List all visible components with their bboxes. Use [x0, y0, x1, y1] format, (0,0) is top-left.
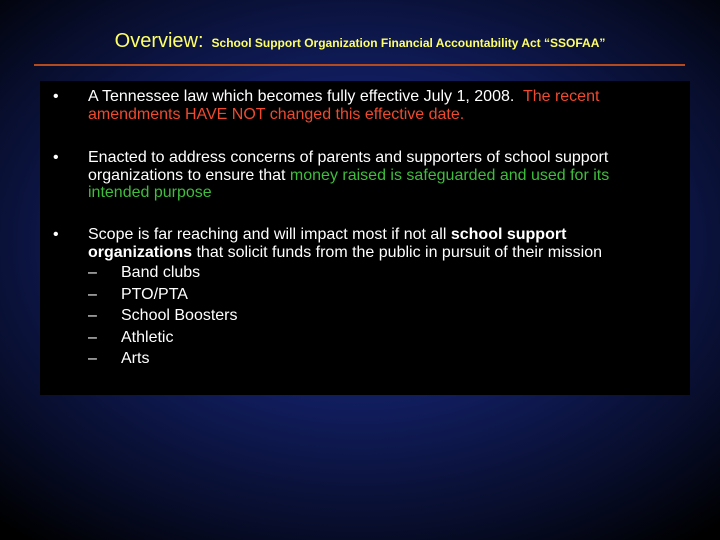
content-panel — [40, 81, 690, 395]
title-subtitle: School Support Organization Financial Accountability Act “SSOFAA” — [211, 36, 606, 50]
sub-marker: – — [88, 328, 97, 346]
bullet-text-plain: Enacted to address concerns of parents and supporters of school support organizations to ensure that — [88, 149, 609, 184]
sub-list-item — [88, 305, 673, 327]
bullet-marker: • — [53, 226, 59, 243]
bullet-item-1 — [53, 88, 673, 123]
bullet-text-highlight-green: money raised is safeguarded and used for its intended purpose — [88, 166, 610, 201]
slide-title — [0, 30, 720, 53]
bullet-text-plain: Scope is far reaching and will impact most if not all — [88, 226, 447, 243]
sub-item-text: Band clubs — [121, 264, 201, 281]
title-main: Overview: — [114, 30, 204, 52]
sub-item-text: School Boosters — [121, 307, 238, 324]
sub-list-item — [88, 348, 673, 370]
bullet-text — [88, 149, 673, 202]
bullet-text-highlight-red: The recent amendments HAVE NOT changed this effective date. — [88, 88, 600, 123]
bullet-item-3 — [53, 226, 673, 370]
bullet-marker: • — [53, 149, 59, 166]
bullet-marker: • — [53, 88, 59, 105]
sub-item-text: Athletic — [121, 328, 174, 346]
bullet-text — [88, 226, 673, 261]
bullet-item-2 — [53, 149, 673, 202]
sub-marker: – — [88, 350, 97, 367]
sub-list — [88, 262, 673, 370]
sub-marker: – — [88, 264, 97, 281]
sub-item-text: PTO/PTA — [121, 285, 188, 303]
sub-list-item — [88, 284, 673, 306]
sub-list-item — [88, 262, 673, 284]
sub-marker: – — [88, 307, 97, 324]
sub-list-item — [88, 327, 673, 349]
bullet-text-bold: school support organizations — [88, 226, 567, 261]
sub-marker: – — [88, 285, 97, 303]
title-divider — [34, 64, 685, 66]
sub-item-text: Arts — [121, 350, 150, 367]
bullet-text — [88, 88, 673, 123]
bullet-text-plain: that solicit funds from the public in pursuit of their mission — [196, 243, 602, 261]
bullet-text-plain: A Tennessee law which becomes fully effective July 1, 2008. — [88, 88, 515, 105]
